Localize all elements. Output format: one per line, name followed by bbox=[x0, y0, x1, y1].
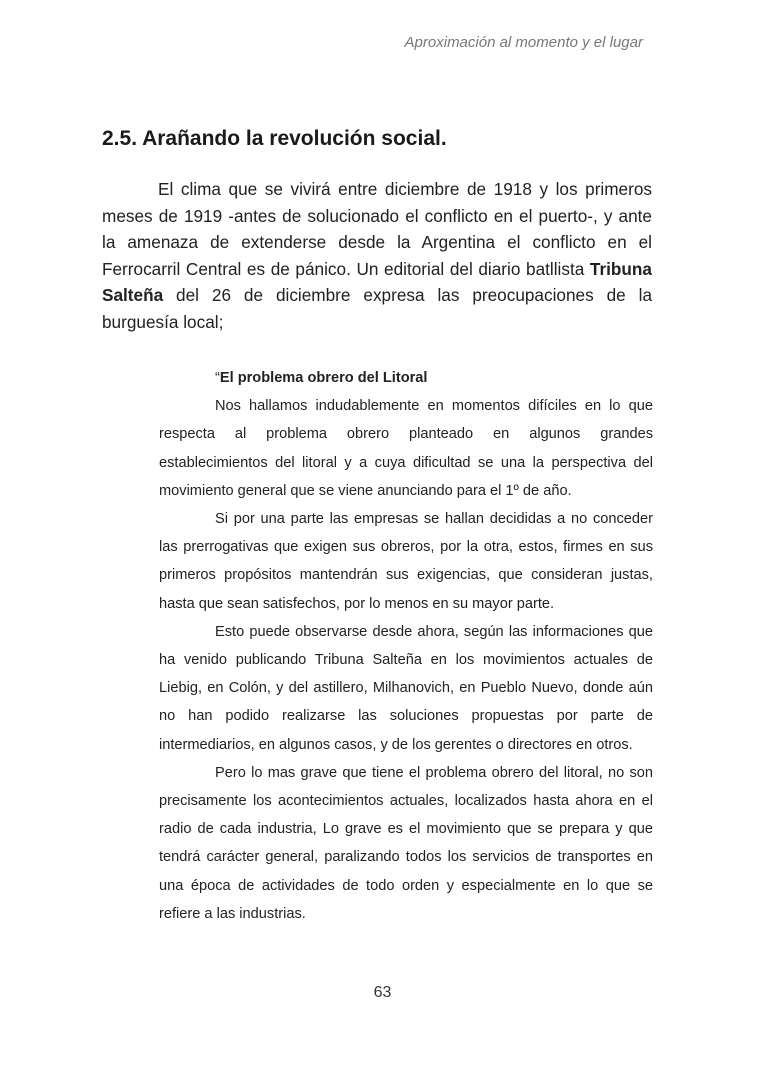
quote-title-text: El problema obrero del Litoral bbox=[219, 370, 428, 386]
quote-paragraph: Pero lo mas grave que tiene el problema obrero del litoral, no son precisamente los acontecimientos actuales, localizados hasta ahora en el radio de cada industria, Lo grave es el movimiento que se prepara y que tendrá carácter general, paralizando todos los servicios de transportes en una época de actividades de todo orden y especialmente en lo que se refiere a las industrias. bbox=[159, 764, 653, 922]
quote-paragraph: Esto puede observarse desde ahora, según las informaciones que ha venido publicando Tribuna Salteña en los movimientos actuales de Liebig, en Colón, y del astillero, Milhanovich, en Pueblo Nuevo, donde aún no han podido realizarse las soluciones propuestas por parte de intermediarios, en algunos casos, y de los gerentes o directores en otros. bbox=[159, 623, 653, 753]
newspaper-name: Tribuna Salteña bbox=[102, 258, 652, 305]
quote-paragraph: Si por una parte las empresas se hallan decididas a no conceder las prerrogativas que exigen sus obreros, por la otra, estos, firmes en sus primeros propósitos mantendrán sus exigencias, que consideran justas, hasta que sean satisfechos, por lo menos en su mayor parte. bbox=[159, 511, 653, 612]
quote-open-mark: “ bbox=[215, 370, 220, 386]
block-quote bbox=[159, 364, 653, 928]
running-header: Aproximación al momento y el lugar bbox=[404, 34, 643, 51]
intro-text-after: del 26 de diciembre expresa las preocupaciones de la burguesía local; bbox=[102, 285, 652, 332]
quote-paragraph: Nos hallamos indudablemente en momentos difíciles en lo que respecta al problema obrero planteado en algunos grandes establecimientos del litoral y a cuya dificultad se una la perspectiva del movimiento general que se viene anunciando para el 1º de año. bbox=[159, 398, 653, 499]
section-title: 2.5. Arañando la revolución social. bbox=[102, 127, 447, 150]
intro-text-before: El clima que se vivirá entre diciembre de 1918 y los primeros meses de 1919 -antes de solucionado el conflicto en el puerto-, y ante la amenaza de extenderse desde la Argentina el conflicto en el Ferrocarril Central es de pánico. Un editorial del diario batllista bbox=[102, 179, 652, 279]
quote-title bbox=[159, 364, 653, 392]
page-number: 63 bbox=[373, 984, 392, 1001]
intro-paragraph bbox=[102, 176, 652, 335]
